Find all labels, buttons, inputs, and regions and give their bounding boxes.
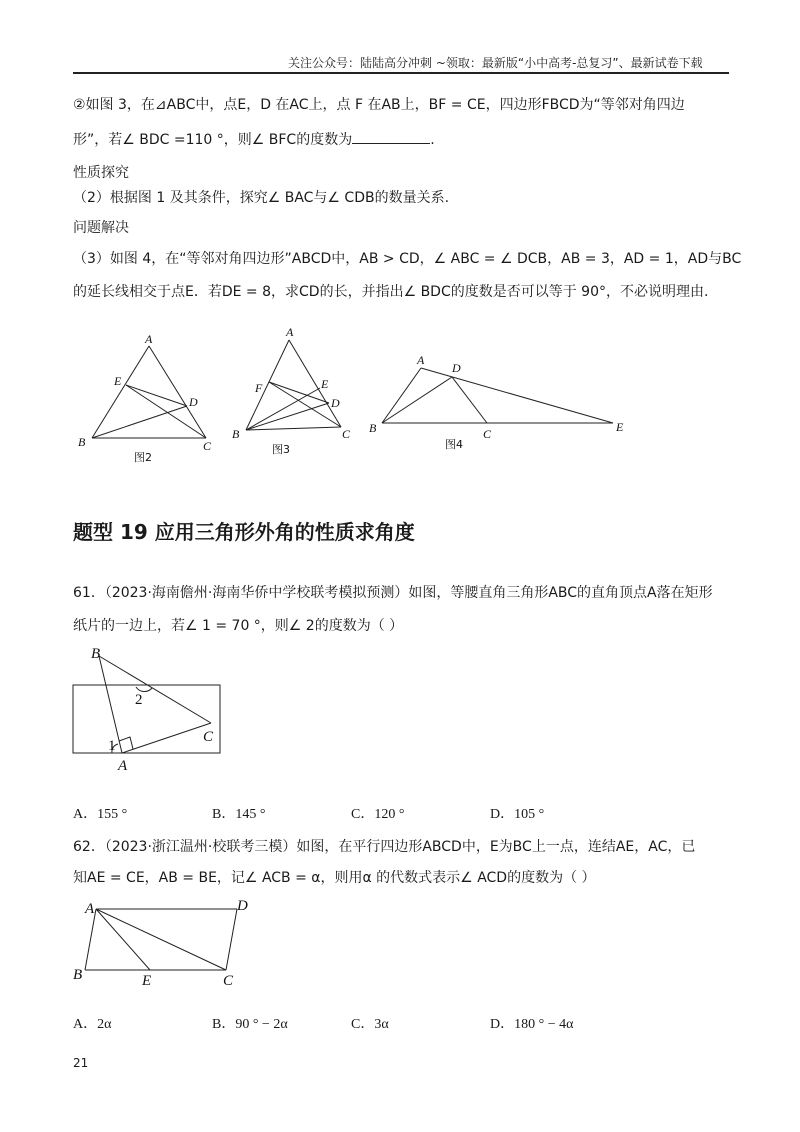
q62-label-a: A xyxy=(85,901,95,917)
fig2-label-b: B xyxy=(78,435,86,449)
q3-line1: （3）如图 4，在“等邻对角四边形”ABCD中，AB > CD，∠ ABC = ∠ DCB，AB = 3，AD = 1，AD与BC xyxy=(73,251,742,267)
header-rule xyxy=(73,72,729,74)
fig3-label-e: E xyxy=(321,377,329,391)
q62-option-c: C．3α xyxy=(351,1017,389,1032)
figure-4 xyxy=(365,350,635,455)
fig4-label-e: E xyxy=(616,420,624,434)
q61-angle-1: 1 xyxy=(108,738,116,754)
q2-line2-end: . xyxy=(430,132,435,148)
q2-line1: ②如图 3，在⊿ABC中，点E，D 在AC上，点 F 在AB上，BF = CE，四边形FBCD为“等邻对角四边 xyxy=(73,97,685,113)
fig4-label-a: A xyxy=(417,353,425,367)
fig2-label-e: E xyxy=(114,374,122,388)
q62-label-c: C xyxy=(223,973,234,989)
fig2-label-c: C xyxy=(203,439,212,453)
q62-label-d: D xyxy=(237,898,248,914)
q61-label-a: A xyxy=(118,758,128,774)
fig2-label-a: A xyxy=(145,332,153,346)
q61-option-b: B．145 ° xyxy=(212,807,266,822)
q62-figure xyxy=(70,893,270,993)
section-property: 性质探究 xyxy=(73,165,129,181)
q61-option-a: A．155 ° xyxy=(73,807,128,822)
fig4-label-c: C xyxy=(483,427,492,441)
section-solve: 问题解决 xyxy=(73,220,129,236)
figure-3 xyxy=(228,322,363,457)
q2-line2-text: 形”，若∠ BDC =110 °，则∠ BFC的度数为 xyxy=(73,132,353,148)
fig2-label-d: D xyxy=(189,395,198,409)
q62-label-e: E xyxy=(142,973,152,989)
fig3-label-a: A xyxy=(286,325,294,339)
page-header: 关注公众号：陆陆高分冲刺 ~领取：最新版“小中高考-总复习”、最新试卷下载 xyxy=(288,56,703,70)
q61-figure xyxy=(70,643,230,775)
fig2-caption: 图2 xyxy=(134,451,152,464)
fig3-label-d: D xyxy=(331,396,340,410)
q62-line1: 62．（2023·浙江温州·校联考三模）如图，在平行四边形ABCD中，E为BC上一点，连结AE，AC，已 xyxy=(73,839,696,855)
q61-angle-2: 2 xyxy=(135,692,143,708)
answer-blank xyxy=(352,129,430,144)
q61-label-c: C xyxy=(203,729,214,745)
fig4-label-d: D xyxy=(452,361,461,375)
fig3-label-c: C xyxy=(342,427,351,441)
q62-line2: 知AE = CE，AB = BE，记∠ ACB = α，则用α 的代数式表示∠ ACD的度数为（ ） xyxy=(73,870,596,886)
section-heading: 题型 19 应用三角形外角的性质求角度 xyxy=(73,520,415,544)
q61-option-c: C．120 ° xyxy=(351,807,405,822)
figure-2 xyxy=(70,330,220,465)
q3-line2: 的延长线相交于点E．若DE = 8，求CD的长，并指出∠ BDC的度数是否可以等于 90°，不必说明理由. xyxy=(73,284,709,300)
question-property: （2）根据图 1 及其条件，探究∠ BAC与∠ CDB的数量关系. xyxy=(73,190,450,206)
q62-option-b: B．90 ° − 2α xyxy=(212,1017,288,1032)
page-number: 21 xyxy=(73,1056,89,1070)
q61-option-d: D．105 ° xyxy=(490,807,545,822)
q61-label-b: B xyxy=(91,646,101,662)
fig4-caption: 图4 xyxy=(445,438,463,451)
fig3-label-b: B xyxy=(232,427,240,441)
q61-line2: 纸片的一边上，若∠ 1 = 70 °，则∠ 2的度数为（ ） xyxy=(73,618,404,634)
q62-option-a: A．2α xyxy=(73,1017,112,1032)
fig4-label-b: B xyxy=(369,421,377,435)
q62-option-d: D．180 ° − 4α xyxy=(490,1017,574,1032)
q2-line2 xyxy=(73,129,435,150)
fig3-caption: 图3 xyxy=(272,443,290,456)
q61-line1: 61．（2023·海南儋州·海南华侨中学校联考模拟预测）如图，等腰直角三角形ABC的直角顶点A落在矩形 xyxy=(73,585,713,601)
fig3-label-f: F xyxy=(255,381,263,395)
q62-label-b: B xyxy=(73,967,83,983)
